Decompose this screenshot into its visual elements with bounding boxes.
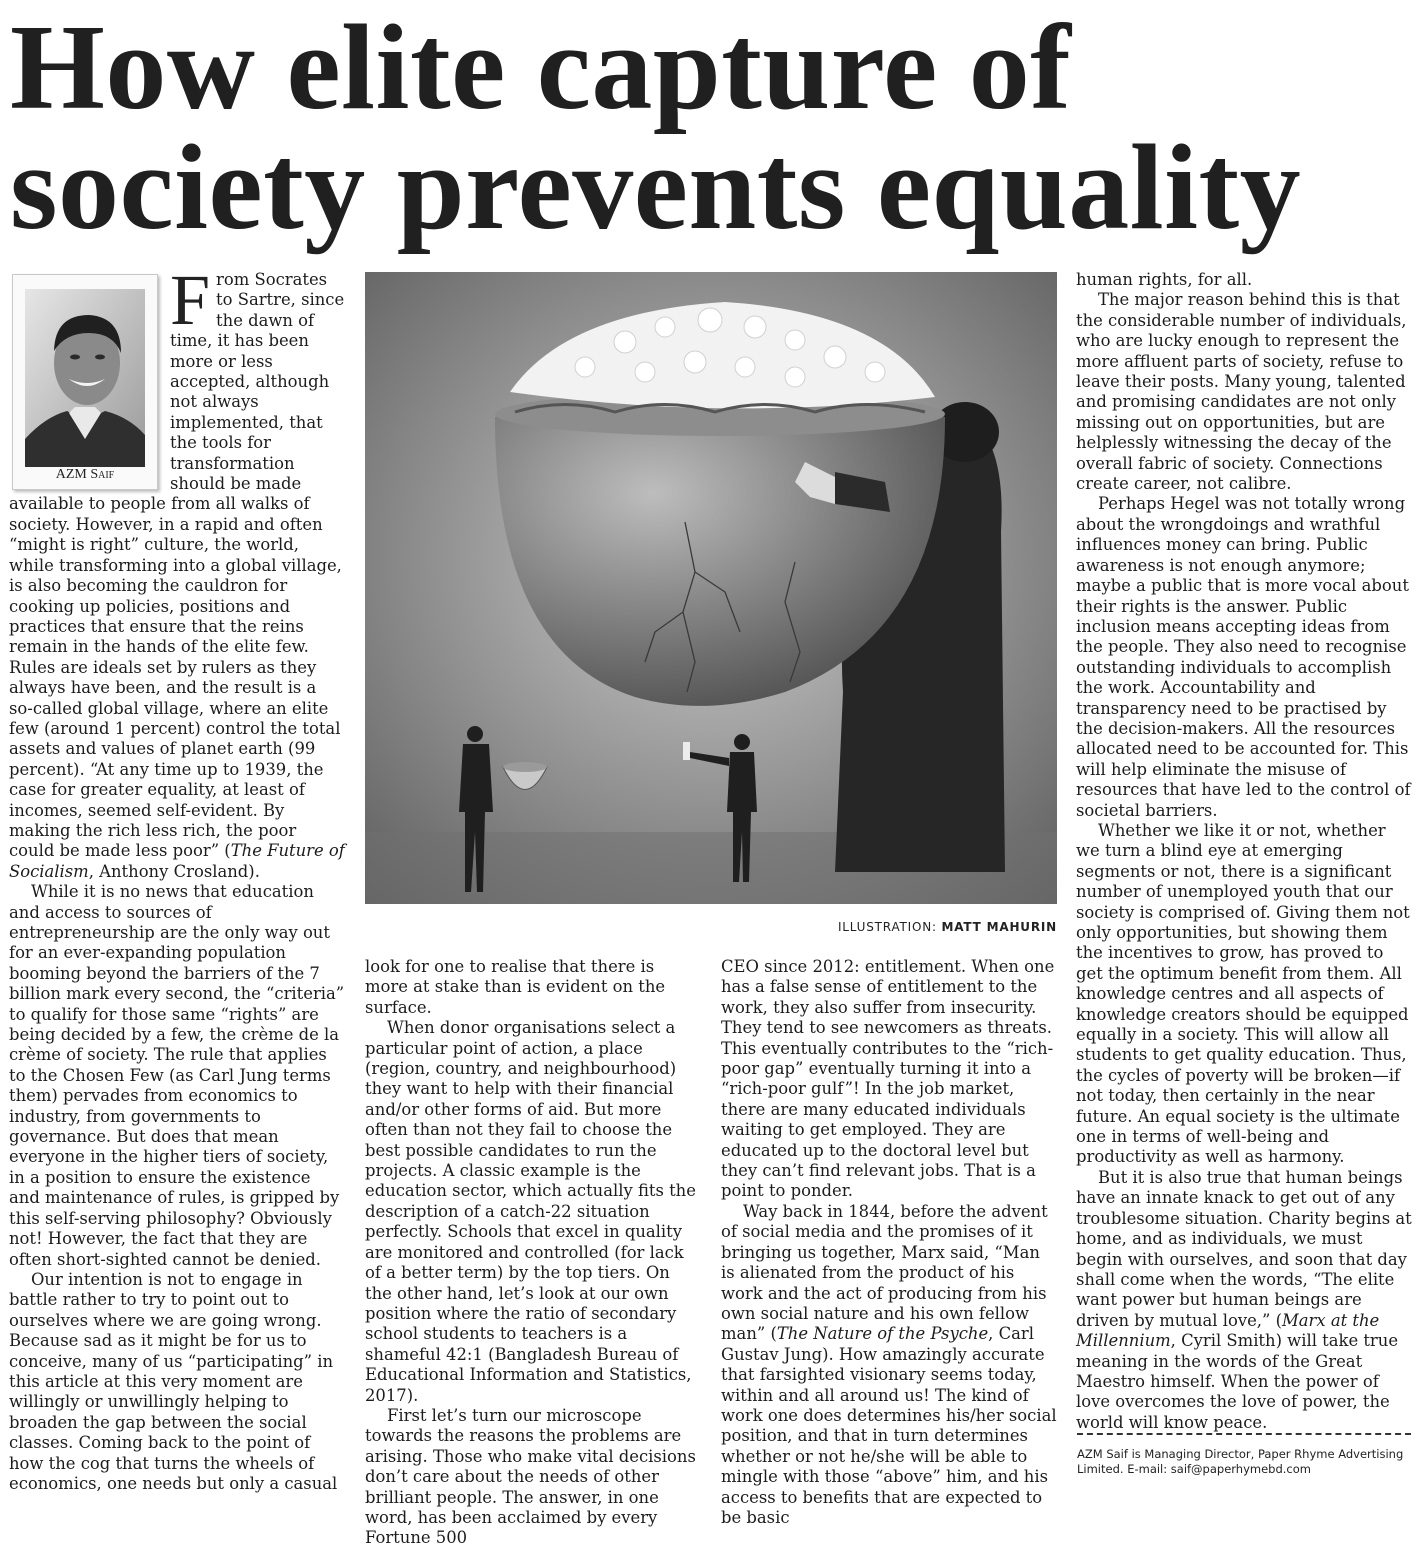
credit-name: MATT MAHURIN	[941, 920, 1057, 934]
paragraph: CEO since 2012: entitlement. When one has a false sense of entitlement to the work, they also suffer from insecurity. They tend to see newcomers as threats. This eventually contributes to the “rich-poor gap” eventually turning it into a “rich-poor gulf”! In the job market, there are many educated individuals waiting to get employed. They are educated up to the doctoral level but they can’t find relevant jobs. That is a point to ponder.	[721, 957, 1055, 1201]
paragraph: When donor organisations select a particular point of action, a place (region, country, and neighbourhood) they want to help with their financial and/or other forms of aid. But more often than not they fail to choose the best possible candidates to run the projects. A classic example is the education sector, which actually fits the description of a catch-22 situation perfectly. Schools that excel in quality are monitored and controlled (for lack of a better term) by the top tiers. On the other hand, let’s look at our own position where the ratio of secondary school students to teachers is a shameful 42:1 (Bangladesh Bureau of Educational Information and Statistics, 2017).	[365, 1018, 696, 1405]
text-run: Way back in 1844, before the advent of social media and the promises of it bringing us together, Marx said, “Man is alienated from the product of his work and the act of producing from his own social nature and his own fellow man” (	[721, 1201, 1048, 1344]
author-box	[12, 274, 158, 490]
paragraph	[1076, 1168, 1412, 1433]
text-run: , Carl Gustav Jung). How amazingly accurate that farsighted visionary seems today, within and all around us! The kind of work one does determines his/her social position, and that in turn determines whether or not he/she will be able to mingle with those “above” him, and his access to benefits that are expected to be basic	[721, 1324, 1057, 1527]
paragraph: human rights, for all.	[1076, 270, 1253, 289]
illustration	[365, 272, 1057, 904]
credit-label: ILLUSTRATION:	[837, 920, 937, 934]
author-photo	[25, 289, 145, 467]
paragraph	[721, 1202, 1057, 1529]
illustration-credit	[836, 920, 1057, 934]
text-run: , Cyril Smith) will take true meaning in the words of the Great Maestro himself. When the power of love overcomes the love of power, the world will know peace.	[1076, 1331, 1399, 1432]
paragraph: While it is no news that education and access to sources of entrepreneurship are the only way out for an ever-expanding population booming beyond the barriers of the 7 billion mark every second, the “criteria” to qualify for those same “rights” are being decided by a few, the crème de la crème of society. The rule that applies to the Chosen Few (as Carl Jung terms them) pervades from economics to industry, from governments to governance. But does that mean everyone in the higher tiers of society, in a position to ensure the existence and maintenance of rules, is gripped by this self-serving philosophy? Obviously not! However, the fact that they are often short-sighted cannot be denied.	[9, 882, 345, 1269]
paragraph: Our intention is not to engage in battle rather to try to point out to ourselves where we are going wrong. Because sad as it might be for us to conceive, many of us “participating” in this article at this very moment are willingly or unwillingly helping to broaden the gap between the social classes. Coming back to the point of how the cog that turns the wheels of economics, one needs but only a casual	[9, 1269, 338, 1493]
intro-text-end: , Anthony Crosland).	[88, 861, 260, 881]
article-column-3	[721, 957, 1057, 1527]
paragraph: look for one to realise that there is more at stake than is evident on the surface.	[365, 957, 666, 1017]
article-column-1	[9, 260, 345, 1493]
article-column-2	[365, 957, 701, 1548]
drop-cap: F	[170, 260, 211, 340]
headline: How elite capture of society prevents equality	[10, 0, 1302, 255]
paragraph: Perhaps Hegel was not totally wrong about the wrongdoings and wrathful influences money can bring. Public awareness is not enough anymore; maybe a public that is more vocal about their rights is the answer. Public inclusion means accepting ideas from the people. They also need to recognise outstanding individuals to accomplish the work. Accountability and transparency need to be practised by the decision-makers. All the resources allocated need to be accounted for. This will help eliminate the misuse of resources that have led to the control of societal barriers.	[1076, 494, 1411, 820]
text-run: But it is also true that human beings have an innate knack to get out of any troublesome situation. Charity begins at home, and as individuals, we must begin with ourselves, and soon that day shall come when the words, “The elite want power but human beings are driven by mutual love,” (	[1076, 1167, 1412, 1330]
paragraph: First let’s turn our microscope towards the reasons the problems are arising. Those who make vital decisions don’t care about the needs of other brilliant people. The answer, in one word, has been acclaimed by every Fortune 500	[365, 1405, 696, 1548]
citation: The Future of Socialism	[9, 841, 345, 881]
citation: The Nature of the Psyche	[776, 1324, 989, 1344]
citation: Marx at the Millennium	[1076, 1310, 1380, 1351]
intro-text: rom Socrates to Sartre, since the dawn of time, it has been more or less accepted, although not always implemented, that the tools for transformation should be made available to people from all walks of society. However, in a rapid and often “might is right” culture, the world, while transforming into a global village, is also becoming the cauldron for cooking up policies, positions and practices that ensure that the reins remain in the hands of the elite few. Rules are ideals set by rulers as they always have been, and the result is a so-called global village, where an elite few (around 1 percent) control the total assets and values of planet earth (99 percent). “At any time up to 1939, the case for greater equality, at least of incomes, seemed self-evident. By making the rich less rich, the poor could be made less poor” (	[9, 270, 345, 861]
divider	[1077, 1433, 1411, 1435]
article-column-4	[1076, 270, 1412, 1430]
paragraph: The major reason behind this is that the considerable number of individuals, who are lucky enough to represent the more affluent parts of society, refuse to leave their posts. Many young, talented and promising candidates are not only missing out on opportunities, but are helplessly witnessing the decay of the overall fabric of society. Connections create career, not calibre.	[1076, 290, 1407, 494]
paragraph: Whether we like it or not, whether we turn a blind eye at emerging segments or not, there is a significant number of unemployed youth that our society is comprised of. Giving them not only opportunities, but showing them the incentives to grow, has proved to get the optimum benefit from them. All knowledge centres and all aspects of knowledge creators should be equipped equally in a society. This will allow all students to get quality education. Thus, the cycles of poverty will be broken—if not today, then certainly in the near future. An equal society is the ultimate one in terms of well-being and productivity as well as harmony.	[1076, 820, 1410, 1167]
author-bio: AZM Saif is Managing Director, Paper Rhyme Advertising Limited. E-mail: saif@paperhymebd.com	[1077, 1447, 1404, 1476]
author-name: AZM Saif	[55, 467, 115, 482]
